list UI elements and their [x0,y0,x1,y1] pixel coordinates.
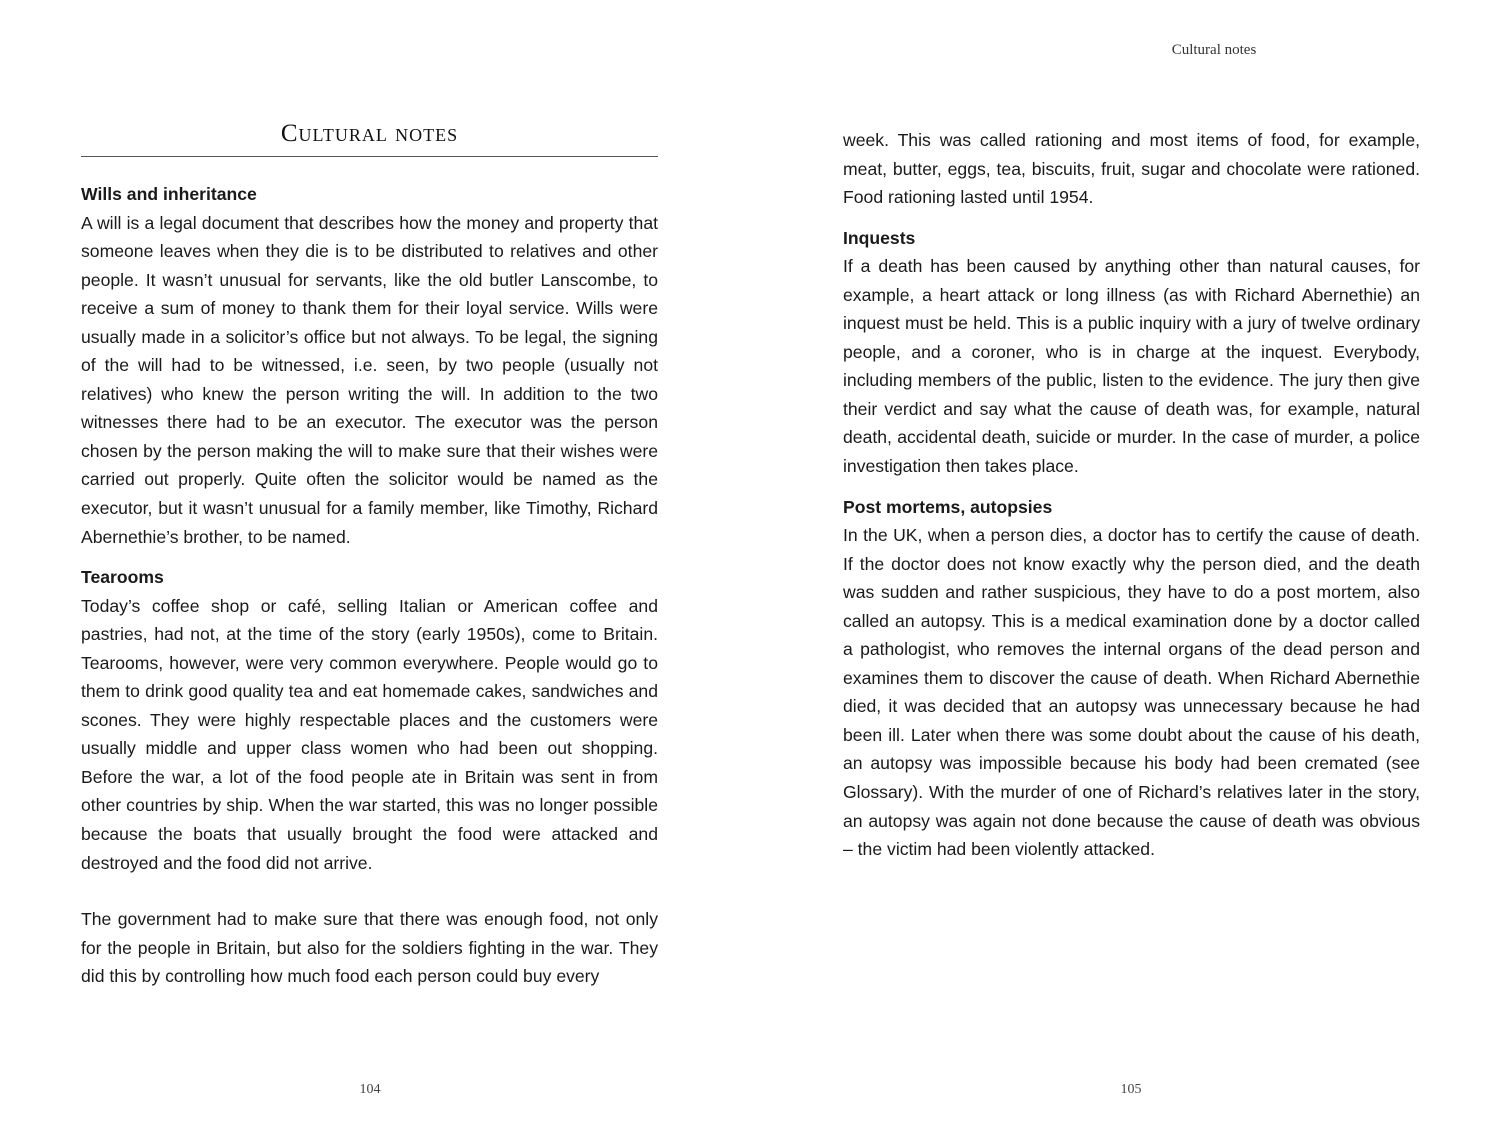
section-text-wills: A will is a legal document that describes how the money and property that someone leaves when they die is to be distributed to relatives and other people. It wasn’t unusual for servants, like the old butler Lanscombe, to receive a sum of money to thank them for their loyal service. Wills were usually made in a solicitor’s office but not always. To be legal, the signing of the will had to be witnessed, i.e. seen, by two people (usually not relatives) who knew the person writing the will. In addition to the two witnesses there had to be an executor. The executor was the person chosen by the person making the will to make sure that their wishes were carried out properly. Quite often the solicitor would be named as the executor, but it wasn’t unusual for a family member, like Timothy, Richard Abernethie’s brother, to be named. [81,212,658,547]
continuation-paragraph: The government had to make sure that there was enough food, not only for the people in Britain, but also for the soldiers fighting in the war. They did this by controlling how much food each person could buy every [81,909,658,987]
right-text-column [843,126,1420,864]
section-text-tearooms: Today’s coffee shop or café, selling Italian or American coffee and pastries, had not, at the time of the story (early 1950s), come to Britain. Tearooms, however, were very common everywhere. People would go to them to drink good quality tea and eat homemade cakes, sandwiches and scones. They were highly respectable places and the customers were usually middle and upper class women who had been out shopping. Before the war, a lot of the food people ate in Britain was sent in from other countries by ship. When the war started, this was no longer possible because the boats that usually brought the food were attacked and destroyed and the food did not arrive. [81,595,658,873]
page-number-left: 104 [359,1082,381,1097]
right-page [750,0,1500,1136]
continued-paragraph: week. This was called rationing and most items of food, for example, meat, butter, eggs, tea, biscuits, fruit, sugar and chocolate were rationed. Food rationing lasted until 1954. [843,130,1420,208]
page-number-right: 105 [1120,1082,1142,1097]
section-heading-wills: Wills and inheritance [81,184,257,204]
section-text-inquests: If a death has been caused by anything other than natural causes, for example, a heart attack or long illness (as with Richard Abernethie) an inquest must be held. This is a public inquiry with a jury of twelve ordinary people, and a coroner, who is in charge at the inquest. Everybody, including members of the public, listen to the evidence. The jury then give their verdict and say what the cause of death was, for example, natural death, accidental death, suicide or murder. In the case of murder, a police investigation then takes place. [843,256,1420,477]
title-divider [81,156,658,157]
section-heading-post-mortems: Post mortems, autopsies [843,496,1053,517]
running-head: Cultural notes [1171,42,1257,58]
section-heading-tearooms: Tearooms [81,567,164,588]
chapter-title: Cultural notes [280,120,459,147]
section-text-post-mortems: In the UK, when a person dies, a doctor has to certify the cause of death. If the doctor does not know exactly why the person died, and the death was sudden and rather suspicious, they have to do a post mortem, also called an autopsy. This is a medical examination done by a doctor called a pathologist, who removes the internal organs of the dead person and examines them to discover the cause of death. When Richard Abernethie died, it was decided that an autopsy was unnecessary because he had been ill. Later when there was some doubt about the cause of his death, an autopsy was impossible because his body had been cremated (see Glossary). With the murder of one of Richard’s relatives later in the story, an autopsy was again not done because the cause of death was obvious – the victim had been violently attacked. [843,525,1420,860]
section-heading-inquests: Inquests [843,227,916,248]
left-text-column [81,180,658,991]
